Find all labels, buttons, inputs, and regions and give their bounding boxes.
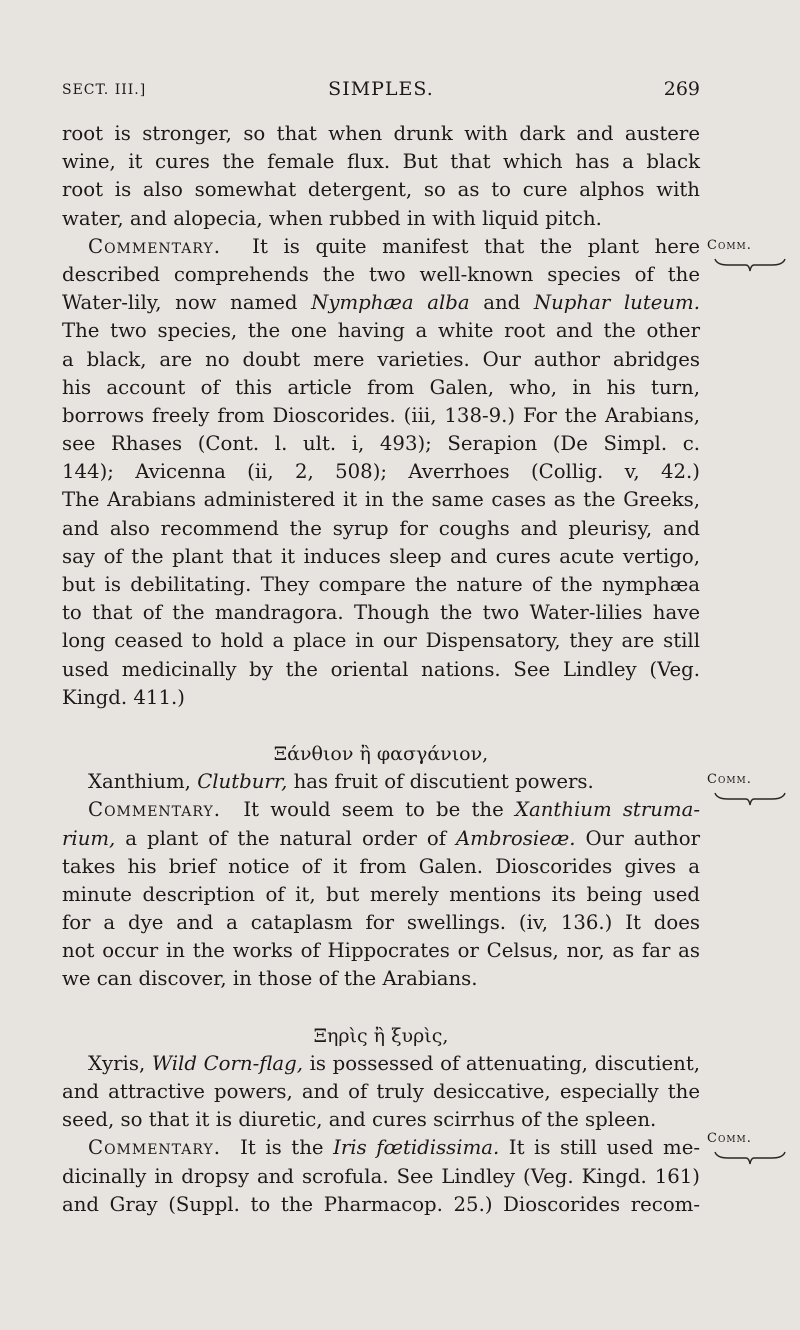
- margin-note-comm: Comm.: [707, 238, 752, 253]
- text-line: say of the plant that it induces sleep and cures acute vertigo,: [62, 544, 700, 568]
- commentary-label: Commentary.: [88, 234, 221, 258]
- text-line: seed, so that it is diuretic, and cures scirrhus of the spleen.: [62, 1108, 657, 1132]
- greek-heading: Ξηρὶς ἢ ξυρὶς,: [313, 1024, 449, 1047]
- text-line: Commentary. It is quite manifest that the plant here: [88, 234, 700, 258]
- text-line: Xyris, Wild Corn-flag, is possessed of attenuating, discutient,: [88, 1051, 701, 1075]
- text-line: Kingd. 411.): [62, 685, 185, 709]
- text-line: Water-lily, now named Nymphæa alba and Nuphar luteum.: [62, 291, 700, 315]
- brace-icon: [714, 791, 786, 807]
- text-line: we can discover, in those of the Arabians.: [62, 967, 478, 991]
- running-head: SECT. III.]: [62, 82, 147, 98]
- text-line: to that of the mandragora. Though the two Water-lilies have: [62, 601, 700, 625]
- text-line: root is stronger, so that when drunk with dark and austere: [62, 122, 700, 145]
- page-number: 269: [663, 78, 700, 100]
- brace-icon: [714, 257, 786, 273]
- text-line: The two species, the one having a white root and the other: [62, 319, 700, 343]
- text-line: described comprehends the two well-known species of the: [62, 262, 700, 286]
- margin-note-comm: Comm.: [707, 772, 752, 787]
- commentary-label: Commentary.: [88, 1136, 221, 1160]
- text-line: used medicinally by the oriental nations. See Lindley (Veg.: [62, 657, 700, 681]
- text-line: for a dye and a cataplasm for swellings. (iv, 136.) It does: [62, 911, 700, 935]
- text-line: not occur in the works of Hippocrates or Celsus, nor, as far as: [62, 939, 700, 963]
- text-line: a black, are no doubt mere varieties. Our author abridges: [62, 347, 700, 371]
- text-line: water, and alopecia, when rubbed in with liquid pitch.: [62, 206, 602, 230]
- text-line: minute description of it, but merely mentions its being used: [62, 882, 700, 906]
- text-line: rium, a plant of the natural order of Ambrosieæ. Our author: [62, 826, 700, 850]
- text-line: root is also somewhat detergent, so as to cure alphos with: [62, 178, 700, 202]
- text-line: borrows freely from Dioscorides. (iii, 138-9.) For the Arabians,: [62, 403, 700, 427]
- commentary-label: Commentary.: [88, 798, 221, 822]
- text-line: Commentary. It would seem to be the Xanthium struma-: [88, 798, 700, 822]
- text-line: takes his brief notice of it from Galen. Dioscorides gives a: [62, 854, 700, 878]
- text-line: and Gray (Suppl. to the Pharmacop. 25.) Dioscorides recom-: [62, 1192, 700, 1216]
- text-line: his account of this article from Galen, who, in his turn,: [62, 375, 700, 399]
- brace-icon: [714, 1150, 786, 1166]
- greek-heading: Ξάνθιον ἢ φασγάνιον,: [273, 742, 489, 765]
- margin-note-comm: Comm.: [707, 1131, 752, 1146]
- text-line: long ceased to hold a place in our Dispensatory, they are still: [62, 629, 700, 653]
- text-line: wine, it cures the female flux. But that which has a black: [62, 150, 700, 174]
- text-line: see Rhases (Cont. l. ult. i, 493); Serapion (De Simpl. c.: [62, 432, 700, 456]
- text-line: but is debilitating. They compare the nature of the nymphæa: [62, 573, 700, 596]
- text-line: 144); Avicenna (ii, 2, 508); Averrhoes (Collig. v, 42.): [62, 460, 700, 484]
- text-line: and also recommend the syrup for coughs and pleurisy, and: [62, 516, 700, 540]
- main-text: [62, 120, 700, 1219]
- text-line: The Arabians administered it in the same cases as the Greeks,: [62, 488, 700, 512]
- text-line: Commentary. It is the Iris fœtidissima. It is still used me-: [88, 1136, 700, 1160]
- text-line: Xanthium, Clutburr, has fruit of discutient powers.: [88, 770, 594, 794]
- text-line: dicinally in dropsy and scrofula. See Lindley (Veg. Kingd. 161): [62, 1164, 700, 1188]
- text-line: and attractive powers, and of truly desiccative, especially the: [62, 1080, 700, 1103]
- page-header: [62, 76, 700, 102]
- page-title: SIMPLES.: [328, 78, 434, 100]
